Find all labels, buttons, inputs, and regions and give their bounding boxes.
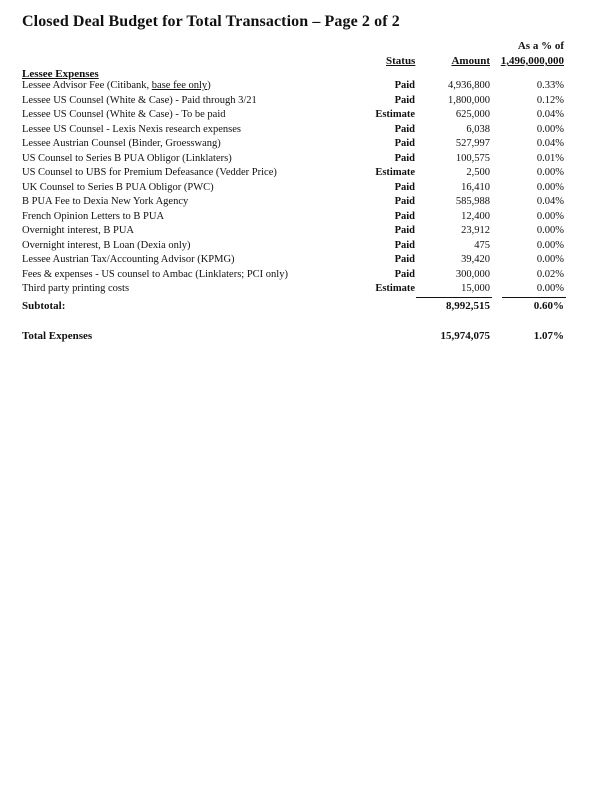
row-amount: 15,000 — [461, 283, 490, 294]
row-status: Paid — [394, 181, 415, 193]
row-percent: 0.00% — [536, 123, 564, 135]
row-amount: 16,410 — [461, 181, 490, 193]
total-amount: 15,974,075 — [440, 330, 490, 342]
row-percent: 0.00% — [536, 239, 564, 251]
row-description: Third party printing costs — [22, 283, 130, 294]
row-percent: 0.04% — [536, 109, 564, 120]
row-description: French Opinion Letters to B PUA — [22, 210, 165, 222]
row-percent: 0.00% — [536, 210, 564, 222]
table-row — [0, 95, 600, 110]
table-row — [0, 124, 600, 139]
total-percent: 1.07% — [533, 330, 564, 342]
row-amount: 625,000 — [455, 109, 490, 120]
row-status: Estimate — [375, 283, 415, 294]
row-percent: 0.00% — [536, 181, 564, 193]
row-status: Paid — [394, 123, 415, 135]
column-header-amount: Amount — [451, 55, 490, 67]
row-status: Paid — [394, 268, 415, 280]
column-header-status: Status — [386, 55, 416, 67]
row-amount: 23,912 — [461, 225, 490, 236]
row-status: Paid — [394, 225, 415, 236]
row-percent: 0.12% — [536, 94, 564, 106]
table-row — [0, 211, 600, 226]
row-percent: 0.02% — [536, 268, 564, 280]
row-status: Paid — [394, 80, 415, 91]
row-amount: 300,000 — [455, 268, 490, 280]
row-description: Lessee Austrian Tax/Accounting Advisor (KPMG) — [22, 254, 235, 265]
row-description: Lessee US Counsel (White & Case) - Paid through 3/21 — [22, 94, 257, 106]
row-status: Estimate — [375, 167, 415, 178]
row-percent: 0.00% — [536, 254, 564, 265]
column-header-percent-line2: 1,496,000,000 — [500, 55, 564, 67]
row-amount: 1,800,000 — [448, 94, 490, 106]
row-amount: 12,400 — [461, 210, 490, 222]
row-description: Overnight interest, B PUA — [22, 225, 134, 236]
table-row — [0, 138, 600, 153]
table-row — [0, 196, 600, 211]
row-amount: 100,575 — [455, 152, 490, 164]
row-amount: 527,997 — [455, 138, 490, 149]
row-amount: 4,936,800 — [448, 80, 490, 91]
row-description: Overnight interest, B Loan (Dexia only) — [22, 239, 191, 251]
subtotal-label: Subtotal: — [22, 300, 66, 312]
row-description: UK Counsel to Series B PUA Obligor (PWC) — [22, 181, 214, 193]
row-status: Paid — [394, 239, 415, 251]
row-status: Paid — [394, 138, 415, 149]
row-amount: 475 — [474, 239, 490, 251]
table-row — [0, 254, 600, 269]
row-percent: 0.04% — [536, 196, 564, 207]
row-amount: 2,500 — [466, 167, 490, 178]
table-row — [0, 182, 600, 197]
row-description: US Counsel to UBS for Premium Defeasance (Vedder Price) — [22, 167, 277, 178]
subtotal-rule-amount — [416, 297, 492, 298]
row-status: Paid — [394, 254, 415, 265]
row-description-underlined: base fee only — [151, 80, 208, 91]
row-percent: 0.33% — [536, 80, 564, 91]
row-amount: 39,420 — [461, 254, 490, 265]
row-percent: 0.00% — [536, 167, 564, 178]
row-amount: 6,038 — [466, 123, 490, 135]
table-row — [0, 80, 600, 95]
row-percent: 0.04% — [536, 138, 564, 149]
row-description: B PUA Fee to Dexia New York Agency — [22, 196, 189, 207]
subtotal-percent: 0.60% — [533, 300, 564, 312]
row-status: Paid — [394, 196, 415, 207]
row-description: Lessee Austrian Counsel (Binder, Groesswang) — [22, 138, 221, 149]
row-percent: 0.00% — [536, 283, 564, 294]
table-row — [0, 283, 600, 298]
table-row — [0, 225, 600, 240]
page-title: Closed Deal Budget for Total Transaction – Page 2 of 2 — [22, 13, 400, 30]
row-status: Paid — [394, 210, 415, 222]
table-row — [0, 153, 600, 168]
section-label-lessee-expenses: Lessee Expenses — [22, 68, 99, 80]
row-description: Lessee US Counsel (White & Case) - To be paid — [22, 109, 226, 120]
table-row — [0, 269, 600, 284]
row-percent: 0.01% — [536, 152, 564, 164]
subtotal-rule-percent — [502, 297, 566, 298]
total-label: Total Expenses — [22, 330, 93, 342]
row-description: Fees & expenses - US counsel to Ambac (Linklaters; PCI only) — [22, 268, 288, 280]
row-percent: 0.00% — [536, 225, 564, 236]
table-row — [0, 167, 600, 182]
subtotal-amount: 8,992,515 — [446, 300, 490, 312]
table-row — [0, 240, 600, 255]
row-description: Lessee Advisor Fee (Citibank, base fee only) — [22, 80, 211, 91]
expense-table — [0, 80, 600, 298]
column-header-percent-line1: As a % of — [517, 40, 564, 52]
row-amount: 585,988 — [455, 196, 490, 207]
table-row — [0, 109, 600, 124]
row-description: US Counsel to Series B PUA Obligor (Linklaters) — [22, 152, 232, 164]
row-status: Paid — [394, 152, 415, 164]
row-status: Paid — [394, 94, 415, 106]
row-description: Lessee US Counsel - Lexis Nexis research expenses — [22, 123, 241, 135]
row-status: Estimate — [375, 109, 415, 120]
